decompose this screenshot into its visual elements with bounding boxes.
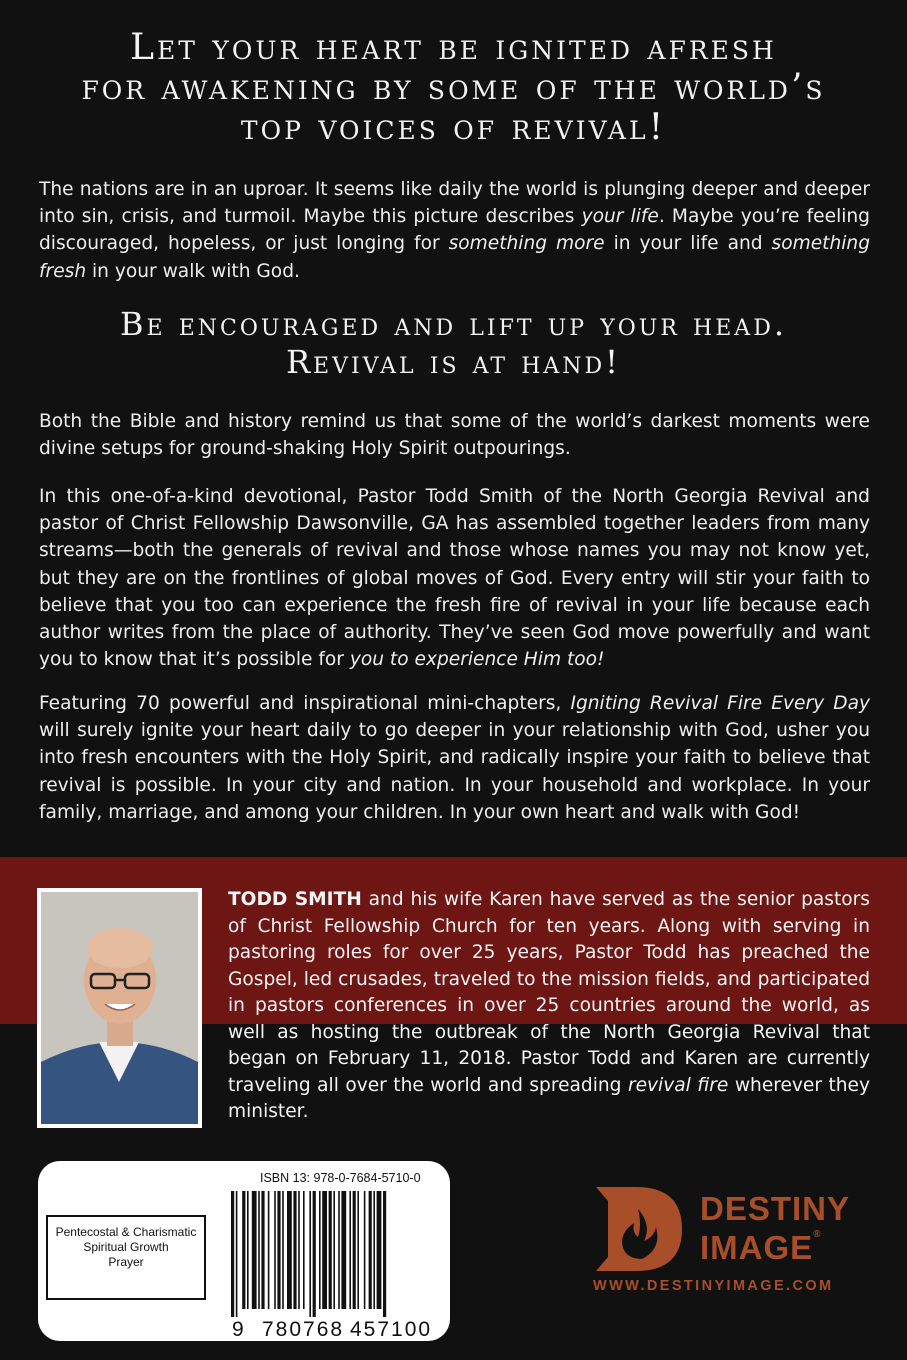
category-box — [46, 1215, 206, 1300]
barcode-bar — [274, 1191, 276, 1309]
destiny-flame-logo-icon — [594, 1183, 686, 1275]
isbn-label: ISBN 13: 978-0-7684-5710-0 — [260, 1171, 421, 1185]
barcode-bar — [261, 1191, 264, 1309]
history-paragraph: Both the Bible and history remind us that some of the world’s darkest moments were divine setups for ground-shaking Holy Spirit outpourings. — [39, 411, 870, 460]
barcode-bar — [231, 1191, 234, 1317]
headline-top — [0, 28, 907, 148]
headline-top-line: Let your heart be ignited afresh — [130, 27, 777, 68]
barcode-bar — [282, 1191, 284, 1309]
barcode-digit-first: 9 — [232, 1318, 246, 1341]
barcode-bars — [231, 1191, 439, 1317]
barcode-bar — [333, 1191, 335, 1309]
headline-middle-line: Revival is at hand! — [285, 343, 622, 381]
barcode-bar — [383, 1191, 386, 1317]
devotional-paragraph — [39, 483, 870, 673]
barcode-bar — [369, 1191, 372, 1309]
barcode-digit-group-left: 780768 — [262, 1318, 345, 1341]
barcode-bar — [322, 1191, 327, 1309]
intro-text: in your life and — [604, 233, 772, 255]
barcode-bar — [319, 1191, 321, 1309]
barcode-bar — [341, 1191, 346, 1309]
author-bio — [228, 887, 870, 1126]
barcode-bar — [338, 1191, 340, 1309]
barcode-bar — [377, 1191, 382, 1309]
category-item: Prayer — [108, 1255, 144, 1269]
barcode-digit-group-right: 457100 — [350, 1318, 433, 1341]
book-title: Igniting Revival Fire Every Day — [570, 693, 870, 714]
publisher-name-line2 — [700, 1229, 822, 1267]
barcode-bar — [313, 1191, 316, 1317]
barcode-bar — [373, 1191, 375, 1309]
publisher-url: WWW.DESTINYIMAGE.COM — [593, 1278, 834, 1294]
author-portrait — [41, 892, 198, 1124]
barcode-bar — [329, 1191, 332, 1309]
features-text: will surely ignite your heart daily to go deeper in your relationship with God, usher you into fresh encounters with the Holy Spirit, and radically inspire your faith to believe that revival is possible. In your city and nation. In your household and workplace. In your family, marriage, and among your children. In your own heart and walk with God! — [39, 720, 870, 823]
barcode-bar — [242, 1191, 245, 1309]
barcode-bar — [277, 1191, 280, 1309]
headline-middle-line: Be encouraged and lift up your head. — [119, 305, 788, 343]
bio-emphasis: revival fire — [627, 1074, 729, 1096]
barcode-bar — [287, 1191, 292, 1309]
barcode-bar — [258, 1191, 260, 1309]
publisher-name-image: IMAGE — [700, 1229, 814, 1266]
bio-text: and his wife Karen have served as the senior pastors of Christ Fellowship Church for ten years. Along with serving in pastoring roles for over 25 years, Pastor Todd has preached the Gospel, led crusades, traveled to the mission fields, and participated in pastors conferences in over 25 countries around the world, as well as hosting the outbreak of the North Georgia Revival that began on February 11, 2018. Pastor Todd and Karen are currently traveling all over the world and spreading — [228, 889, 870, 1096]
devotional-emphasis: you to experience Him too! — [349, 649, 605, 671]
intro-text: in your walk with God. — [86, 260, 300, 282]
headline-top-line: for awakening by some of the world’s — [81, 67, 826, 108]
barcode-bar — [236, 1191, 238, 1317]
category-item: Spiritual Growth — [83, 1240, 169, 1254]
publisher-name-line1: DESTINY — [700, 1190, 851, 1227]
barcode-bar — [364, 1191, 366, 1309]
bio-text: wherever they minister. — [228, 1074, 871, 1122]
category-item: Pentecostal & Charismatic — [55, 1225, 197, 1239]
barcode-bar — [268, 1191, 270, 1309]
features-text: Featuring 70 powerful and inspirational mini-chapters, — [39, 693, 571, 714]
intro-text: . Maybe you’re feeling discouraged, hopeless, or just longing for — [39, 206, 870, 255]
barcode-bar — [349, 1191, 351, 1309]
intro-paragraph — [39, 176, 870, 285]
registered-mark: ® — [813, 1229, 822, 1240]
headline-middle — [0, 305, 907, 381]
intro-text: The nations are in an uproar. It seems like daily the world is plunging deeper and deeper into sin, crisis, and turmoil. Maybe this picture describes — [39, 179, 870, 228]
barcode-bar — [247, 1191, 249, 1309]
barcode-bar — [252, 1191, 257, 1309]
barcode-bar — [293, 1191, 296, 1309]
author-name: TODD SMITH — [228, 889, 362, 910]
author-photo — [37, 888, 202, 1128]
headline-top-line: top voices of revival! — [240, 107, 667, 148]
features-paragraph — [39, 690, 870, 826]
devotional-text: In this one-of-a-kind devotional, Pastor Todd Smith of the North Georgia Revival and pastor of Christ Fellowship Dawsonville, GA has assembled together leaders from many streams—both the generals of revival and those whose names you may not know yet, but they are on the frontlines of global moves of God. Every entry will stir your faith to believe that you too can experience the fresh fire of revival in your life because each author writes from the place of authority. They’ve seen God move powerfully and want you to know that it’s possible for — [39, 486, 870, 671]
barcode-bar — [353, 1191, 356, 1309]
intro-emphasis: something more — [448, 233, 605, 255]
barcode-bar — [357, 1191, 359, 1309]
intro-emphasis: something fresh — [39, 233, 870, 282]
barcode-bar — [298, 1191, 300, 1309]
barcode-bar — [309, 1191, 311, 1317]
barcode-bar — [303, 1191, 305, 1309]
intro-emphasis: your life — [581, 206, 659, 228]
